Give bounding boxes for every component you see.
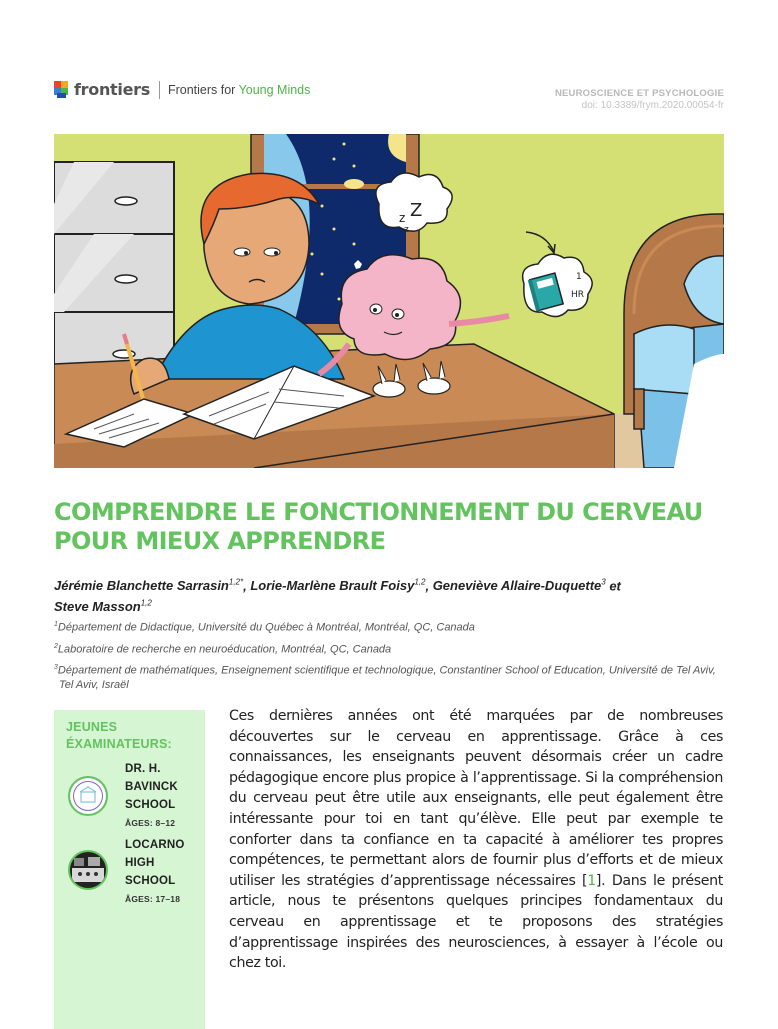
section-label: NEUROSCIENCE ET PSYCHOLOGIE	[554, 88, 724, 99]
affiliation	[54, 661, 730, 692]
author-list	[54, 574, 734, 615]
article-meta	[555, 88, 724, 111]
school-name-line: HIGH	[125, 857, 155, 869]
author-affil-ref: 1,2	[140, 598, 152, 608]
paragraph-text: Ces dernières années ont été marquées par de nombreuses découvertes sur le cerveau en apprentissage. Grâce à ces connaissances, les enseignants peuvent désormais créer un cadre pédagogique encore plus propice à l’apprentissage. Si la compréhension du cerveau peut être utile aux enseignants, elle peut également être intéressante pour toi en tant qu’élève. Elle peut par exemple te conforter dans ta confiance en ta capacité à améliorer tes propres compétences, te permettant alors de fournir plus d’efforts et de mieux utiliser les stratégies d’apprentissage nécessaires [	[229, 708, 723, 889]
author[interactable]	[54, 599, 152, 614]
hero-illustration	[54, 134, 724, 468]
author-name: Steve Masson	[54, 598, 141, 614]
school-name-line: SCHOOL	[125, 799, 176, 811]
school-info	[125, 836, 215, 904]
school-photo-icon	[68, 850, 108, 890]
affiliation-text: Département de mathématiques, Enseignement scientifique et technologique, Constantiner School of Education, Université de Tel Aviv, Tel Aviv, Israël	[57, 664, 716, 691]
affiliation-number: 3	[54, 664, 58, 672]
svg-text:HR: HR	[571, 290, 585, 300]
author-separator: ,	[243, 578, 251, 594]
author-affil-ref: 3	[601, 578, 606, 587]
brand-name: frontiers	[74, 80, 150, 99]
citation-link[interactable]: 1	[587, 872, 596, 889]
affiliation	[54, 640, 730, 657]
svg-text:Z: Z	[410, 200, 423, 221]
svg-text:z: z	[399, 211, 406, 225]
young-reviewers-title	[66, 719, 172, 753]
author-separator: et	[605, 578, 621, 594]
school-logo-icon	[68, 776, 108, 816]
author[interactable]	[54, 578, 243, 593]
author-affil-ref: 1,2	[414, 578, 426, 587]
school-ages: ÂGES: 8–12	[125, 818, 176, 828]
school-name-line: SCHOOL	[125, 875, 176, 887]
school-name-line: BAVINCK	[125, 781, 178, 793]
affiliation-number: 1	[54, 621, 58, 628]
doi-link[interactable]: doi: 10.3389/frym.2020.00054-fr	[581, 100, 724, 111]
affiliation-list	[54, 618, 730, 697]
journal-accent: Young Minds	[238, 82, 311, 97]
affiliation-text: Laboratoire de recherche en neuroéducation, Montréal, QC, Canada	[57, 643, 392, 656]
reviewers-title-line: JEUNES	[66, 720, 118, 734]
paragraph-text: ]. Dans le présent article, nous te présentons quelques principes fondamentaux du cerveau en apprentissage et te proposons des stratégies d’apprentissage inspirées des neurosciences, à essayer à l’école ou chez toi.	[229, 872, 723, 972]
author-name: Jérémie Blanchette Sarrasin	[54, 578, 229, 594]
author[interactable]	[433, 578, 606, 593]
page-header	[54, 78, 724, 118]
affiliation-text: Département de Didactique, Université du Québec à Montréal, Montréal, QC, Canada	[57, 621, 475, 634]
frontiers-logo[interactable]	[54, 80, 310, 99]
school-info	[125, 760, 215, 828]
logo-divider	[159, 81, 160, 99]
article-title: COMPRENDRE LE FONCTIONNEMENT DU CERVEAU POUR MIEUX APPRENDRE	[54, 498, 703, 555]
author-separator: ,	[425, 578, 433, 594]
intro-paragraph	[229, 706, 723, 974]
author-name: Lorie-Marlène Brault Foisy	[250, 578, 415, 594]
svg-text:1: 1	[576, 272, 582, 282]
reviewers-title-line: ÉXAMINATEURS:	[66, 737, 172, 751]
school-name-line: DR. H.	[125, 763, 161, 775]
journal-name	[168, 83, 310, 97]
author-affil-ref: 1,2*	[228, 578, 244, 587]
svg-text:z: z	[404, 225, 409, 235]
school-ages: ÂGES: 17–18	[125, 894, 181, 904]
frontiers-logo-icon	[54, 81, 70, 99]
affiliation	[54, 618, 730, 635]
young-reviewers-panel	[54, 710, 205, 1029]
journal-prefix: Frontiers for	[167, 82, 239, 97]
school-name-line: LOCARNO	[125, 839, 185, 851]
author-name: Geneviève Allaire-Duquette	[432, 578, 602, 594]
affiliation-number: 2	[54, 642, 58, 650]
author[interactable]	[250, 578, 425, 593]
